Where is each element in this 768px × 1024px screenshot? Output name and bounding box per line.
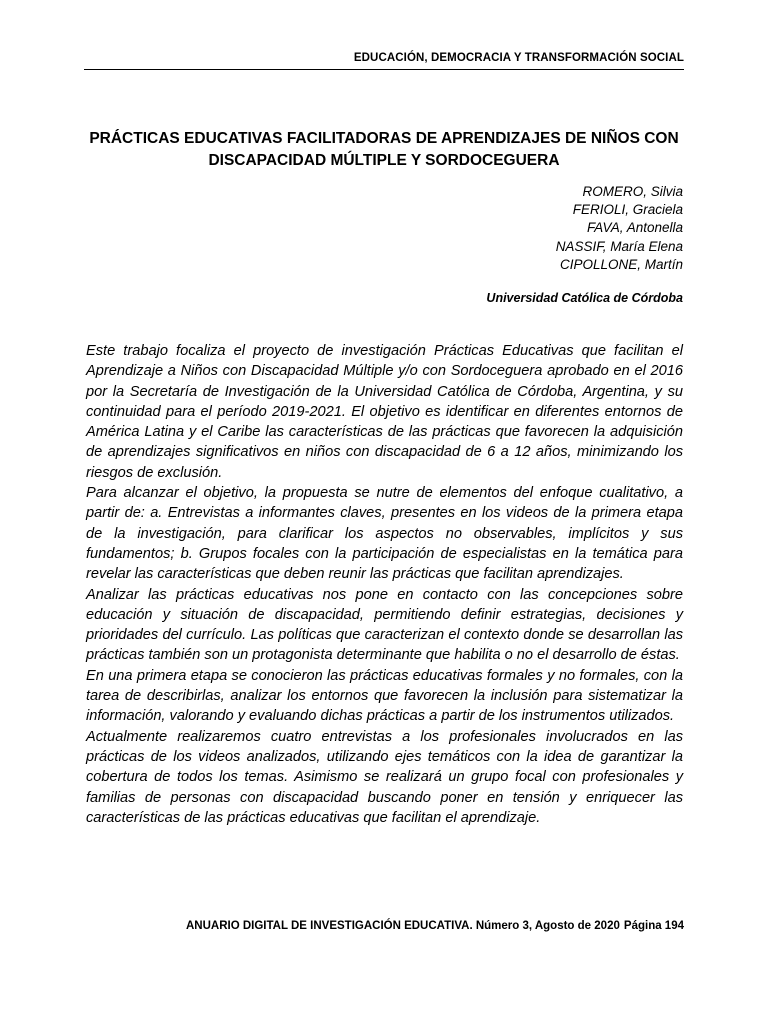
- abstract-paragraph: Analizar las prácticas educativas nos pone en contacto con las concepciones sobre educación y situación de discapacidad, permitiendo definir estrategias, decisiones y prioridades del currículo. Las políticas que caracterizan el contexto donde se desarrollan las prácticas también son un protagonista determinante que habilita o no el desarrollo de éstas.: [86, 586, 683, 664]
- article-title-line-2: DISCAPACIDAD MÚLTIPLE Y SORDOCEGUERA: [208, 152, 560, 169]
- header-divider: [84, 69, 684, 70]
- author-name: CIPOLLONE, Martín: [559, 256, 683, 272]
- page-number: Página 194: [623, 920, 684, 932]
- author-name: FERIOLI, Graciela: [572, 202, 683, 218]
- abstract-paragraph: En una primera etapa se conocieron las prácticas educativas formales y no formales, con la tarea de describirlas, analizar los entornos que favorecen la inclusión para sistematizar la información, valorando y evaluando dichas prácticas a partir de los instrumentos utilizados.: [86, 667, 683, 725]
- journal-citation: ANUARIO DIGITAL DE INVESTIGACIÓN EDUCATIVA. Número 3, Agosto de 2020: [186, 920, 620, 932]
- abstract-paragraph: Este trabajo focaliza el proyecto de investigación Prácticas Educativas que facilitan el Aprendizaje a Niños con Discapacidad Múltiple y/o con Sordoceguera aprobado en el 2016 por la Secretaría de Investigación de la Universidad Católica de Córdoba, Argentina, y su continuidad para el período 2019-2021. El objetivo es identificar en diferentes entornos de América Latina y el Caribe las características de las prácticas que favorecen la adquisición de aprendizajes significativos en niños con discapacidad de 6 a 12 años, minimizando los riesgos de exclusión.: [86, 343, 683, 481]
- author-list: [556, 183, 683, 274]
- author-name: FAVA, Antonella: [586, 220, 683, 236]
- author-name: ROMERO, Silvia: [582, 184, 683, 199]
- running-header: EDUCACIÓN, DEMOCRACIA Y TRANSFORMACIÓN SOCIAL: [353, 52, 684, 64]
- author-institution: Universidad Católica de Córdoba: [486, 291, 683, 305]
- article-title: [84, 128, 684, 172]
- author-name: NASSIF, María Elena: [555, 238, 683, 254]
- abstract-paragraph: Actualmente realizaremos cuatro entrevistas a los profesionales involucrados en las prácticas de los videos analizados, utilizando ejes temáticos con la idea de garantizar la cobertura de todos los temas. Asimismo se realizará un grupo focal con profesionales y familias de personas con discapacidad buscando poner en tensión y enriquecer las características de las prácticas educativas que facilitan el aprendizaje.: [86, 728, 683, 826]
- abstract-body: [86, 341, 683, 828]
- article-title-line-1: PRÁCTICAS EDUCATIVAS FACILITADORAS DE APRENDIZAJES DE NIÑOS CON: [89, 130, 679, 147]
- abstract-paragraph: Para alcanzar el objetivo, la propuesta se nutre de elementos del enfoque cualitativo, a partir de: a. Entrevistas a informantes claves, presentes en los videos de la primera etapa de la investigación, para clarificar los aspectos no observables, implícitos y sus fundamentos; b. Grupos focales con la participación de especialistas en la temática para revelar las características que deben reunir las prácticas que facilitan aprendizajes.: [86, 485, 683, 583]
